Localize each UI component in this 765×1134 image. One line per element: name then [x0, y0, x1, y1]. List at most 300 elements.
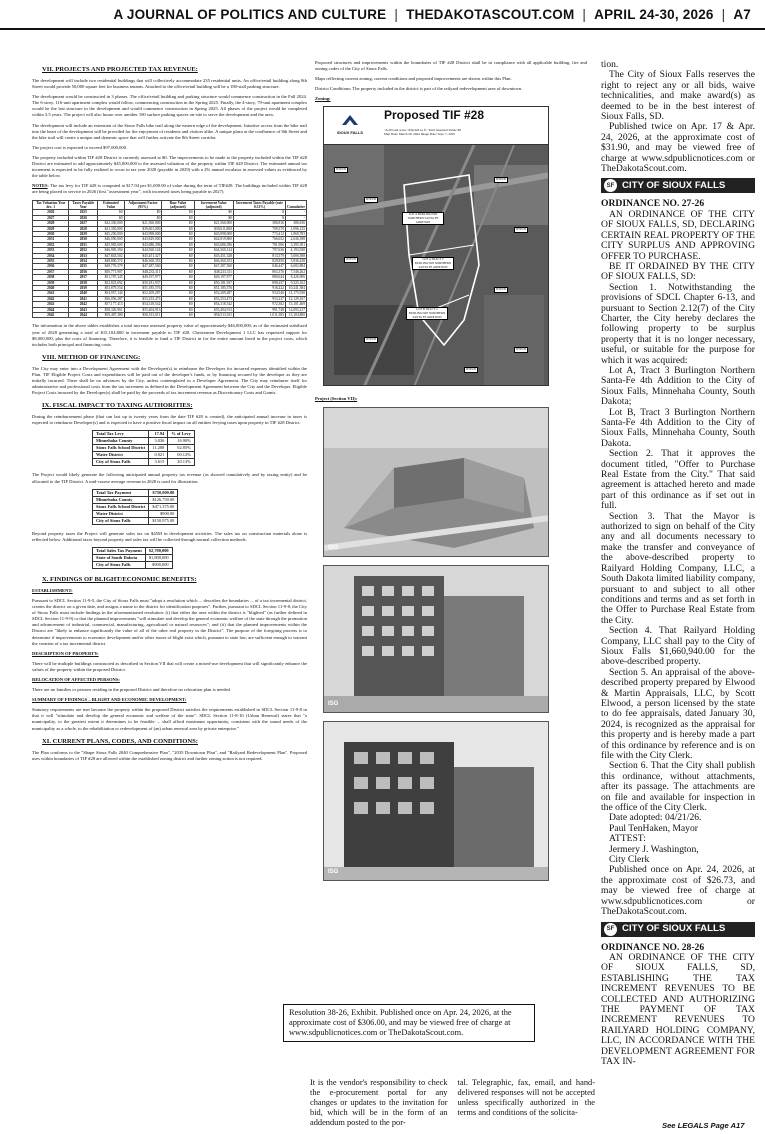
section-text: Section 5. An appraisal of the above-described property prepared by Elwood & Martin Appraisals, LLC, by Scott Elwood, a person licensed by the state to do fee appraisals, dated January 30, 2024, is recognized as the appraisal for this property and is hereby made a part of this ordinance by reference and is on file with the City Clerk. [601, 666, 755, 761]
table-cell: State of South Dakota [93, 554, 146, 561]
ordinance-title: AN ORDINANCE OF THE CITY OF SIOUX FALLS, SD, ESTABLISHING THE TAX INCREMENT REVENUES TO BE COLLECTED AND AUTHORIZING THE PAYMENT OF TAX INCREMENT REVENUES TO RAILYARD HOLDING COMPANY, LLC, IN ACCORDANCE WITH THE DEVELOPMENT AGREEMENT FOR TAX IN- [601, 951, 755, 1067]
column-header: Taxes Payable Year [69, 200, 98, 210]
paragraph: The development will include an extension of the Sioux Falls bike trail along the eastern edge of the development. Intuitive access from the bike trail into the heart of the development will be provided for the enjoyment of residents and visitors alike. A unique plaza at the confluence of 8th Street and the bike trail will create a unique and dynamic space that will further activate the 8th Street corridor. [32, 122, 307, 140]
paragraph: During the reimbursement phase (that can last up to twenty years from the date TIF #28 is created), the anticipated annual increase in taxes is expected to reimburse Developer(s) and is expected to have a positive fiscal impact on all entities levying taxes upon property in TIF #28 District. [32, 414, 307, 426]
table-cell: City of Sioux Falls [93, 459, 149, 466]
table-cell: 2034 [33, 253, 69, 258]
table-cell: Minnehaha County [93, 496, 149, 503]
table-row [93, 431, 195, 438]
table-cell: 2036 [69, 269, 98, 274]
tif-district-map [323, 106, 549, 386]
rendering-graphic [324, 722, 549, 881]
table-cell: 1,869,783 [285, 231, 306, 236]
table-cell: $52,209,287 [124, 291, 162, 296]
project-label: Project (Section VII): [315, 396, 358, 402]
table-cell: 13,101,469 [285, 302, 306, 307]
section-text: Section 1. Notwithstanding the provisions of SDCL Chapter 6-13, and pursuant to Section 2.12(7) of the City Charter, the City hereby declares the following property to be surplus property that it is no longer necessary, useful, or suitable for the purpose for which it was acquired: [601, 281, 755, 366]
table-cell: $0 [162, 226, 194, 231]
sioux-falls-logo [328, 113, 372, 135]
table-cell: $0 [162, 269, 194, 274]
attest-label: ATTEST: [609, 833, 646, 845]
table-cell: $54,318,542 [194, 302, 233, 307]
isg-logo: ISG [328, 869, 339, 876]
table-cell: 781,906 [233, 242, 285, 247]
table-cell: $53,253,473 [124, 296, 162, 301]
paragraph: The development will include two residential buildings that will collectively accommodate 235 residential units. An office/retail building along 8th Street would provide 50,000 square feet for business tenants. Attached to the office/retail building will be a 180-stall parking structure. [32, 78, 307, 90]
table-cell: $50,181,937 [124, 280, 162, 285]
table-cell: 11.288 [149, 445, 168, 452]
table-cell: $0 [162, 215, 194, 220]
table-cell: 7,546,262 [285, 269, 306, 274]
table-cell: 10,241,384 [285, 286, 306, 291]
table-cell: $45,985,600 [98, 242, 124, 247]
table-cell: $47,287,560 [124, 264, 162, 269]
table-cell: $0 [162, 248, 194, 253]
table-cell: $0 [162, 258, 194, 263]
paragraph: There are no families or persons residing in the proposed District and therefore no relocation plan is needed. [32, 687, 231, 693]
table-cell: $900.00 [149, 510, 178, 517]
table-cell: $ [233, 215, 285, 220]
table-cell: 2038 [33, 275, 69, 280]
table-cell: 2039 [69, 286, 98, 291]
section-heading-xi: XI. CURRENT PLANS, CODES, AND CONDITIONS: [42, 737, 198, 745]
table-cell: $750,000.00 [149, 489, 178, 496]
table-cell: 898,257 [233, 280, 285, 285]
table-cell: 14,093,217 [285, 307, 306, 312]
table-cell: 709,379 [233, 226, 285, 231]
mayor-signature: Paul TenHaken, Mayor [609, 822, 698, 834]
table-cell: $45,250,000 [98, 231, 124, 236]
table-cell: 0.021 [149, 452, 168, 459]
table-cell: 916,222 [233, 286, 285, 291]
journal-tagline: A JOURNAL OF POLITICS AND CULTURE [113, 6, 387, 22]
column-header: Increment Value (adjusted) [194, 200, 233, 210]
table-cell: $59,487,380 [98, 313, 124, 318]
column-header: Tax Valuation Year dec. 1 [33, 200, 69, 210]
isg-logo: ISG [328, 701, 339, 708]
table-cell: $51,787,345 [98, 275, 124, 280]
table-cell: $0 [162, 291, 194, 296]
table-cell: $0 [162, 253, 194, 258]
table-cell: 15,104,800 [285, 313, 306, 318]
paragraph: The City of Sioux Falls reserves the right to reject any or all bids, waive technicalities, and make award(s) as deemed to be in the best interest of Sioux Falls, SD. [601, 69, 755, 123]
table-cell: 2029 [33, 226, 69, 231]
subheading: ESTABLISHMENT: [32, 587, 73, 593]
paragraph: Statutory requirements are met because the property within the proposed District satisfies the requirements established in SDCL Section 11-9-8 in that it will "stimulate and develop the general economic and welfare of the state". SDCL Section 11-8-10 (Urban Renewal) states that "a municipality, to the greatest extent it determines to be feasible ... shall afford maximum opportunity, consistent with the sound needs of the municipality as a whole, to the rehabilitation or redevelopment of (an) urban renewal area by private enterprise." [32, 707, 307, 731]
zone-label: DTPUD [346, 257, 357, 262]
rendering-street-view [323, 565, 549, 713]
column-header: Increment Taxes Payable (rate 0.31%) [233, 200, 285, 210]
masthead-separator: | [721, 6, 726, 22]
table-cell: 11,175,930 [285, 291, 306, 296]
table-cell: 2029 [69, 231, 98, 236]
text-line: tion. [601, 59, 619, 70]
table-cell: $900,000 [145, 561, 172, 568]
table-cell: $0 [194, 210, 233, 215]
parcel-label: LOT A BURLINGTON NORTHERN SANTA FE ADDITION [402, 212, 444, 225]
column-header: Adjustment Factor (95%) [124, 200, 162, 210]
clerk-title: City Clerk [609, 854, 650, 866]
table-cell: 2032 [33, 242, 69, 247]
table-row [93, 438, 195, 445]
table-cell: 2031 [33, 237, 69, 242]
zone-label: DTPUD [496, 177, 507, 182]
table-cell: 16.90% [168, 438, 195, 445]
table-cell: 813,579 [233, 253, 285, 258]
table-header-row [33, 200, 307, 210]
table-cell: - [285, 215, 306, 220]
section-text: Section 6. That the City shall publish this ordinance, without attachments, after its passage. The attachments are on file and available for inspection in the office of the City Clerk. [601, 760, 755, 814]
zone-label: DTPUD [366, 337, 377, 342]
table-cell: $49,197,977 [194, 275, 233, 280]
table-cell: $0 [162, 302, 194, 307]
subheading: DESCRIPTION OF PROPERTY: [32, 650, 99, 656]
sales-tax-table [92, 547, 173, 569]
table-cell: $58,320,961 [98, 307, 124, 312]
paragraph: The Project would likely generate the following anticipated annual property tax revenue (as showed cumulatively and by taxing entity) and be allocated to the TIF District. A mid-course average revenue in 2028 is used for illustration. [32, 472, 307, 484]
table-cell: $42,819,800 [194, 237, 233, 242]
table-cell: City of Sioux Falls [93, 517, 149, 524]
table-cell: 863,376 [233, 269, 285, 274]
table-row [93, 517, 178, 524]
table-cell: 846,447 [233, 264, 285, 269]
table-cell: $0 [162, 221, 194, 226]
notice-text: It is the vendor's responsibility to check the e-procurement portal for any changes or updates to the invitation for bid, which will be in the form of an addendum posted to the por- [310, 1078, 448, 1127]
paragraph: Proposed structures and improvements within the boundaries of TIF #28 District shall be in compliance with all applicable building, fire and zoning codes of the City of Sioux Falls. [315, 60, 587, 72]
table-cell: 2036 [33, 264, 69, 269]
table-cell: $49,197,977 [124, 275, 162, 280]
table-cell: $22,350,000 [98, 221, 124, 226]
table-cell: 2043 [69, 307, 98, 312]
table-cell: 1,011,583 [233, 313, 285, 318]
table-cell: 934,546 [233, 291, 285, 296]
table-cell: 2034 [69, 258, 98, 263]
table-body [33, 210, 307, 318]
parcel-label: LOT A TRACT 2 BURLINGTON NORTHERN SANTA FE ADDITION [412, 257, 454, 270]
city-of-sioux-falls-header [601, 922, 755, 937]
table-cell: $52,823,092 [98, 280, 124, 285]
paragraph: Maps reflecting current zoning, current conditions and proposed improvements are shown within this Plan. [315, 76, 512, 82]
map-title: Proposed TIF #28 [384, 108, 485, 123]
subheading: RELOCATION OF AFFECTED PERSONS: [32, 676, 120, 682]
table-cell: 2035 [33, 258, 69, 263]
table-cell: 386,816 [233, 221, 285, 226]
table-row [93, 547, 173, 554]
table-row [93, 459, 195, 466]
table-cell: 2041 [69, 296, 98, 301]
table-cell: $51,185,576 [194, 286, 233, 291]
column-header: Cumulative [285, 200, 306, 210]
table-cell: 00.12% [168, 452, 195, 459]
paragraph: Beyond property taxes the Project will generate sales tax on $45M in development activities. The sales tax on construction materials alone is reflected below. Additional taxes beyond property and sales tax will be collected through normal collection methods. [32, 530, 307, 542]
notice-text: tal. Telegraphic, fax, email, and hand-delivered responses will not be accepted unless specifically authorized in the terms and conditions of the solicita- [457, 1078, 595, 1117]
table-cell: Total Tax Levy [93, 431, 149, 438]
table-cell: $0 [162, 313, 194, 318]
table-cell: $54,318,542 [124, 302, 162, 307]
rendering-street-corner [323, 721, 549, 881]
table-cell: Total Tax Payment [93, 489, 149, 496]
lot-description: Lot B, Tract 3 Burlington Northern Santa-Fe 4th Addition to the City of Sioux Falls, Minnehaha County, South Dakota. [601, 406, 755, 449]
table-cell: $0 [124, 210, 162, 215]
table-cell: 2026 [69, 215, 98, 220]
table-cell: $50,181,937 [194, 280, 233, 285]
table-cell: 2039 [33, 280, 69, 285]
table-cell: 2040 [69, 291, 98, 296]
site-name[interactable]: THEDAKOTASCOUT.COM [406, 6, 575, 22]
table-row [33, 313, 307, 318]
paragraph: Pursuant to SDCL Section 11-9-5, the City of Sioux Falls must "adopt a resolution which ... describes the boundaries ... of a tax incremental district, creates the district on a given date, and assigns a name to the district for identification purposes". Further, pursuant to SDCL Section 11-9-8, the City of Sioux Falls must include findings in the aforementioned resolution: (i) that either the area within the district is "blighted" (as further defined in SDCL Section 11-9-9) or that the planned improvements "will stimulate and develop the general economic welfare of the state through the promotion and advancement of industrial, commercial, manufacturing, agricultural or natural resources"; and (ii) that the planned improvements within the District are "likely to enhance significantly the value of all of the other real property in the District". The purpose of the foregoing process is to determine if improvements to economic development and/or other issues of blight exist which, pursuant to state law, are sufficient enough to warrant the creation of a tax incremental district. [32, 597, 307, 646]
paragraph: The development would be constructed in 3 phases. The office/retail building and parking structure would commence construction in the Fall 2024. The 6-story, 116-unit apartment complex would follow, commencing construction in the Spring 2025. Finally, the 4-story, 79-unit apartment complex would be the last structure in the development and would commence construction in Spring 2025. All phases of the project would be completed within 3.5 years. The project will also house over another 100 surface parking spaces on-site to serve the development and the area. [32, 94, 307, 118]
publication-note: Published twice on Apr. 17 & Apr. 24, 2026, at the approximate cost of $31.90, and may be viewed free of charge at www.sdpublicnotices.com or TheDakotaScout.com. [601, 121, 755, 175]
section-text: Section 4. That Railyard Holding Company, LLC shall pay to the City of Sioux Falls $1,660,940.00 for the above-described property. [601, 625, 755, 668]
table-cell: $56,513,011 [124, 313, 162, 318]
map-subtitle [384, 128, 461, 136]
tax-revenue-table [92, 489, 178, 525]
table-row [93, 503, 178, 510]
table-cell: 797,636 [233, 248, 285, 253]
document-column-1 [32, 60, 307, 766]
table-cell: $43,998,000 [194, 231, 233, 236]
table-cell: $44,560,124 [194, 248, 233, 253]
table-cell: $0 [162, 231, 194, 236]
map-subtitle-line: Map Date: March 29, 2024 Image Date: Sept. 7, 2025 [384, 132, 456, 137]
isg-logo: ISG [328, 545, 339, 552]
table-cell: $53,879,554 [98, 286, 124, 291]
subheading: SUMMARY OF FINDINGS – BLIGHT AND ECONOMIC DEVELOPMENT: [32, 697, 187, 703]
table-cell: 9,325,162 [285, 280, 306, 285]
notes-label: NOTES [32, 183, 48, 189]
table-cell: 1,096,125 [285, 226, 306, 231]
notes-text: : The tax levy for TIF #28 is computed at $17.94 per $1,000.00 of value during the term of TIF#28. The buildings included within TIF #28 are being placed in service in 2026 (first "assessment year", with increased taxes being payable in 2027). [32, 183, 307, 195]
zoning-label: Zoning: [315, 96, 331, 102]
table-cell: 2033 [33, 248, 69, 253]
table-cell: $45,451,327 [124, 253, 162, 258]
table-cell: $21,560,000 [124, 221, 162, 226]
table-cell: 2028 [69, 226, 98, 231]
table-cell: 2044 [69, 313, 98, 318]
table-cell: $0 [124, 215, 162, 220]
table-cell: % of Levy [168, 431, 195, 438]
table-cell: 880,644 [233, 275, 285, 280]
bid-notice-continuation [310, 1078, 595, 1134]
table-cell: $0 [162, 280, 194, 285]
publication-note: Published once on Apr. 24, 2026, at the approximate cost of $26.73, and may be viewed free of charge at www.sdpublicnotices.com or TheDakotaScout.com. [601, 864, 755, 918]
zone-label: DTPUD [366, 197, 377, 202]
table-cell: $46,050,000 [98, 237, 124, 242]
table-cell: $48,800,372 [98, 258, 124, 263]
table-cell: Minnehaha County [93, 438, 149, 445]
table-cell: - [285, 210, 306, 215]
table-cell: 2043 [33, 302, 69, 307]
table-cell: 2,636,398 [285, 237, 306, 242]
zone-label: DTPUD [516, 347, 527, 352]
table-row [93, 489, 178, 496]
rendering-graphic [324, 408, 549, 557]
table-cell: 5,006,588 [285, 253, 306, 258]
section-text: Section 2. That it approves the document titled, "Offer to Purchase Real Estate from the City." That said agreement is attached hereto and made part of this ordinance as if set out in full. [601, 448, 755, 512]
map-header [324, 107, 548, 145]
table-cell: $0 [162, 296, 194, 301]
table-cell: 953,237 [233, 296, 285, 301]
header-label: CITY OF SIOUX FALLS [622, 922, 726, 934]
section-heading-vii: VII. PROJECTS AND PROJECTED TAX REVENUE: [42, 66, 198, 73]
table-cell: 829,850 [233, 258, 285, 263]
table-cell: $46,360,353 [124, 258, 162, 263]
zone-label: DTPUD [496, 287, 507, 292]
table-cell: Sioux Falls School District [93, 503, 149, 510]
table-cell: Total Sales Tax Payment [93, 547, 146, 554]
table-cell: $0 [98, 210, 124, 215]
table-cell: 62.85% [168, 445, 195, 452]
paragraph: The City may enter into a Development Agreement with the Developer(s) to reimburse the Developer for incurred expenses identified within the Plan. TIF Eligible Project Costs and expenditures will be paid out of the developer's funds, or by financing secured by the developer as they are initially incurred. There shall be no advances by the City, unless contemplated in a Developer Agreement. The City may reimburse itself for administrative and professional costs from the tax increment as defined in the Development Agreement between the City and the Developer. Eligible Project Costs incurred by the Developer(s) shall be paid by the proceeds of tax increment revenue as Discretionary Costs and Grants. [32, 365, 307, 396]
table-cell: $57,177,413 [98, 302, 124, 307]
table-cell: $150,975.00 [149, 517, 178, 524]
section-text: Section 3. That the Mayor is authorized to sign on behalf of the City any and all documents necessary to make the transfer and conveyance of the above-described property to Railyard Holding Company, LLC, a South Dakota limited liability company, pursuant to and subject to all other conditions and terms and as set forth in the Offer to Purchase Real Estate from the City. [601, 510, 755, 626]
table-cell: $46,360,353 [194, 258, 233, 263]
ordinance-number: ORDINANCE NO. 28-26 [601, 941, 705, 953]
zone-label: DTPUD [466, 367, 477, 372]
table-cell: $48,233,311 [194, 269, 233, 274]
table-cell: 3.615 [149, 459, 168, 466]
map-subtitle-line: ~6.29 total acres / $30,424 sq ft / Total Assessed Value: $0 [384, 128, 461, 133]
section-heading-x: X. FINDINGS OF BLIGHT/ECONOMIC BENEFITS: [42, 575, 197, 583]
table-cell: Water District [93, 452, 149, 459]
table-cell: 2030 [69, 237, 98, 242]
table-cell: 12,129,167 [285, 296, 306, 301]
column-header: Estimated Value [98, 200, 124, 210]
rendering-aerial [323, 407, 549, 557]
table-cell: $21,560,000 [194, 221, 233, 226]
table-cell: $39,611,800 [194, 226, 233, 231]
table-cell: 8,426,906 [285, 275, 306, 280]
table-cell: 2030 [33, 231, 69, 236]
table-cell: $47,843,502 [98, 253, 124, 258]
table-cell: 2038 [69, 280, 98, 285]
page-number: A7 [733, 6, 751, 22]
table-cell: $126,750.00 [149, 496, 178, 503]
table-cell: $43,686,396 [124, 242, 162, 247]
column-header: Base Value (adjusted) [162, 200, 194, 210]
masthead [0, 0, 765, 30]
table-row [93, 496, 178, 503]
table-cell: 2027 [33, 215, 69, 220]
table-cell: $46,905,394 [98, 248, 124, 253]
legal-notices-column [601, 60, 755, 1067]
table-cell: 2028 [33, 221, 69, 226]
tif-plan-document [32, 60, 587, 1080]
table-cell: 2025 [69, 210, 98, 215]
city-seal-icon: SF [603, 922, 618, 937]
paragraph: District Conditions: The property included in the district is part of the railyard redevelopment area of downtown. [315, 86, 523, 92]
table-cell: 2044 [33, 307, 69, 312]
table-cell: $51,185,576 [124, 286, 162, 291]
table-cell: 20.13% [168, 459, 195, 466]
table-cell: $43,998,000 [124, 231, 162, 236]
header-label: CITY OF SIOUX FALLS [622, 179, 726, 191]
resolution-exhibit-note: Resolution 38-26, Exhibit. Published once on Apr. 24, 2026, at the approximate cost of $306.00, and may be viewed free of charge at www.sdpublicnotices.com or TheDakotaScout.com. [283, 1004, 535, 1042]
table-cell: 2031 [69, 242, 98, 247]
table-cell: 2035 [69, 264, 98, 269]
table-cell: 17.94 [149, 431, 168, 438]
section-heading-viii: VIII. METHOD OF FINANCING: [42, 353, 141, 361]
table-cell: $45,451,328 [194, 253, 233, 258]
masthead-separator: | [582, 6, 587, 22]
rendering-graphic [324, 566, 549, 713]
table-cell: $0 [98, 215, 124, 220]
table-cell: 2045 [33, 313, 69, 318]
table-cell: 3,395,391 [285, 242, 306, 247]
table-cell: $56,056,287 [98, 296, 124, 301]
table-row [93, 554, 173, 561]
table-cell: $48,233,311 [124, 269, 162, 274]
table-cell: $0 [162, 210, 194, 215]
table-cell: 6,682,884 [285, 264, 306, 269]
table-cell: 5,836,438 [285, 258, 306, 263]
paragraph: The property included within TIF #28 District is currently assessed at $0. The improvements to be made to the property included within the TIF #28 District are estimated to add approximately $45,000,000 to the assessed valuation of the property within TIF #28 District. The estimated annual tax increment is expected to be fully realized to occur in tax year 2028 (payable in 2029) with a 2% annual escalator in assessed values as evidenced by the table below. [32, 154, 307, 179]
section-heading-ix: IX. FISCAL IMPACT TO TAXING AUTHORITIES: [42, 402, 193, 410]
table-cell: $0 [162, 307, 194, 312]
table-cell: $49,776,379 [98, 264, 124, 269]
ordinance-number: ORDINANCE NO. 27-26 [601, 198, 705, 210]
see-legals-link[interactable]: See LEGALS Page A17 [662, 1121, 745, 1130]
table-cell: $43,829,000 [124, 237, 162, 242]
paragraph: The information in the above tables establishes a total increase assessed property value of approximately $46,000,000, as of the estimated stabilized year of 2028 generating a total of $15,104,800 in increment payable to TIF #28. Christensen Development 1 LLC has requested support for $8,000,000, plus the costs of financing. Therefore, it is feasible to fund a TIF District in for the entire amount listed in the project costs, which includes both principal and financing costs. [32, 323, 307, 347]
table-cell: 4,193,030 [285, 248, 306, 253]
table-row [93, 445, 195, 452]
paragraph: The Plan conforms to the "Shape Sioux Falls 2040 Comprehensive Plan", "2035 Downtown Plan", and "Railyard Redevelopment Plan". Proposed uses within boundaries of TIF #28 are allowed within the established zoning district and further zoning action is not required. [32, 749, 307, 761]
document-column-2 [315, 60, 587, 881]
zone-label: DTPUD [516, 227, 527, 232]
parcel-label: LOT B TRACT 2 BURLINGTON NORTHERN SANTA FE ADDITION [406, 307, 448, 320]
clerk-name: Jermery J. Washington, [609, 843, 699, 855]
table-cell: Sioux Falls School District [93, 445, 149, 452]
zone-label: DTPUD [336, 167, 347, 172]
ordinance-clause: BE IT ORDAINED BY THE CITY OF SIOUX FALLS, SD: [601, 260, 755, 283]
logo-text: SIOUX FALLS [336, 129, 364, 135]
city-of-sioux-falls-header [601, 178, 755, 193]
table-cell: 3.036 [149, 438, 168, 445]
table-cell: $53,253,473 [194, 296, 233, 301]
table-cell: $41,350,000 [98, 226, 124, 231]
table-cell: 766,652 [233, 237, 285, 242]
table-cell: $0 [162, 242, 194, 247]
lot-description: Lot A, Tract 3 Burlington Northern Santa-Fe 4th Addition to the City of Sioux Falls, Minnehaha County, South Dakota; [601, 364, 755, 408]
table-cell: $0 [162, 264, 194, 269]
table-cell: 2042 [33, 296, 69, 301]
table-cell: 2041 [33, 291, 69, 296]
table-cell: City of Sioux Falls [93, 561, 146, 568]
table-cell: $43,686,396 [194, 242, 233, 247]
paragraph: There will be multiple buildings constructed as described in Section VII that will create a mixed-use development that will significantly enhance the values of the property within the proposed District. [32, 660, 307, 672]
table-cell: $55,404,913 [194, 307, 233, 312]
table-cell: 386,816 [285, 221, 306, 226]
ordinance-title: AN ORDINANCE OF THE CITY OF SIOUX FALLS, SD, DECLARING CERTAIN REAL PROPERTY OF THE CITY SURPLUS AND APPROVING OFFER TO PURCHASE. [601, 208, 755, 262]
city-logo-icon [340, 113, 360, 127]
masthead-separator: | [394, 6, 399, 22]
table-cell: $50,771,907 [98, 269, 124, 274]
table-cell: 991,748 [233, 307, 285, 312]
table-cell: $44,560,124 [124, 248, 162, 253]
table-cell: $47,287,560 [194, 264, 233, 269]
table-cell: $2,700,000 [145, 547, 172, 554]
table-cell: 2027 [69, 221, 98, 226]
table-cell: 2033 [69, 253, 98, 258]
tax-increment-table [32, 200, 307, 319]
notes-paragraph [32, 183, 307, 195]
table-cell: 2026 [33, 210, 69, 215]
city-seal-icon: SF [603, 178, 618, 193]
table-cell: $471,375.00 [149, 503, 178, 510]
